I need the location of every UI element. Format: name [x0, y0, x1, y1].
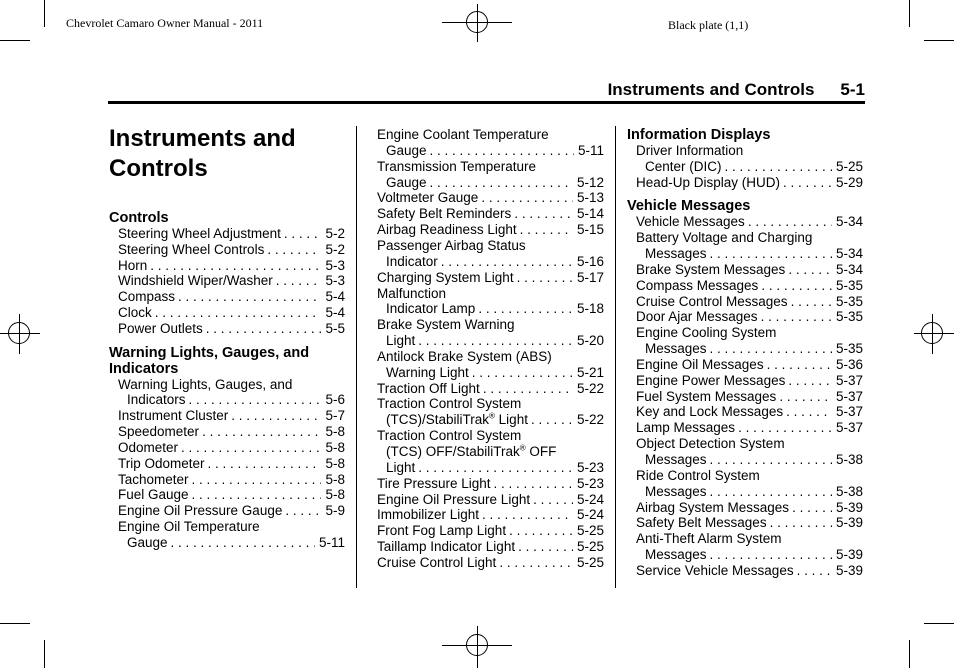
toc-entry-title: Cruise Control Messages: [636, 293, 788, 309]
toc-page-number: 5-24: [576, 507, 604, 523]
toc-page-number: 5-23: [576, 459, 604, 475]
toc-entry: [636, 294, 863, 310]
dot-leader: [186, 392, 322, 408]
toc-entry-title: Gauge: [127, 535, 168, 550]
toc-entry-title: Warning Light: [386, 364, 469, 380]
toc-entry-title: Indicators: [127, 392, 186, 408]
toc-entry-title: Airbag System Messages: [636, 499, 790, 515]
toc-page-number: 5-9: [325, 503, 345, 519]
toc-page-number: 5-15: [576, 222, 604, 238]
toc-page-number: 5-29: [835, 174, 863, 190]
toc-entry: [118, 273, 345, 289]
toc-entry: [118, 503, 345, 519]
dot-leader: [758, 278, 832, 294]
toc-entry: [118, 289, 345, 305]
toc-entry-title: Malfunction: [377, 285, 447, 301]
running-header-left: Chevrolet Camaro Owner Manual - 2011: [66, 16, 264, 30]
toc-entry-title: Brake System Warning: [377, 317, 515, 333]
toc-entry-title: Light: [386, 459, 416, 475]
toc-entry: [118, 226, 345, 242]
toc-page-number: 5-39: [835, 515, 863, 531]
toc-entry: [645, 484, 863, 500]
dot-leader: [175, 289, 321, 305]
toc-entry-title: Traction Control System: [377, 428, 522, 444]
toc-page-number: 5-4: [325, 305, 345, 321]
toc-page-number: 5-39: [835, 547, 863, 563]
toc-entry: [377, 523, 604, 539]
toc-entry: [377, 539, 604, 555]
toc-page-number: 5-36: [835, 356, 863, 372]
toc-page-number: 5-35: [835, 293, 863, 309]
toc-entry: [636, 309, 863, 325]
dot-leader: [147, 258, 321, 274]
dot-leader: [427, 175, 573, 191]
toc-entry: [386, 175, 604, 191]
toc-entry-title: [386, 412, 528, 428]
toc-entry-title: Fuel System Messages: [636, 388, 777, 404]
toc-entry-title: Engine Cooling System: [636, 325, 777, 341]
toc-entry-title: Power Outlets: [118, 320, 203, 336]
toc-entry: [636, 420, 863, 436]
crop-mark: [44, 0, 45, 27]
chapter-title: Instruments and Controls: [109, 125, 296, 182]
toc-entry-line: [636, 531, 863, 547]
toc-entry-line: [636, 143, 863, 159]
toc-entry-line: [118, 377, 345, 393]
toc-entry: [377, 492, 604, 508]
toc-entry-title: Front Fog Lamp Light: [377, 523, 507, 539]
dot-leader: [152, 305, 322, 321]
toc-entry-title: Clock: [118, 305, 152, 321]
toc-entry: [636, 214, 863, 230]
toc-page-number: 5-38: [835, 452, 863, 467]
toc-entry-title: (TCS) OFF/StabiliTrak: [386, 444, 520, 459]
toc-entry: [645, 341, 863, 357]
dot-leader: [496, 555, 573, 571]
toc-entry-title: Ride Control System: [636, 467, 760, 483]
toc-entry: [118, 472, 345, 488]
registration-mark-line: [0, 333, 40, 334]
dot-leader: [205, 456, 322, 472]
dot-leader: [789, 500, 832, 516]
crop-mark: [924, 623, 954, 624]
dot-leader: [764, 357, 832, 373]
dot-leader: [511, 206, 573, 222]
toc-page-number: 5-3: [325, 257, 345, 273]
toc-entry-title: Voltmeter Gauge: [377, 190, 479, 206]
toc-page-number: 5-2: [325, 225, 345, 241]
toc-entry: [118, 305, 345, 321]
toc-entry: [377, 222, 604, 238]
registration-mark-line: [477, 4, 478, 42]
toc-entry-title: Trip Odometer: [118, 455, 205, 471]
toc-page-number: 5-4: [325, 289, 345, 305]
toc-entry: [386, 143, 604, 159]
toc-entry-title: Door Ajar Messages: [636, 309, 758, 325]
toc-page-number: 5-2: [325, 241, 345, 257]
toc-entry-title: Gauge: [386, 142, 427, 158]
toc-entry: [118, 424, 345, 440]
dot-leader: [273, 273, 322, 289]
dot-leader: [530, 492, 573, 508]
toc-page-number: 5-37: [835, 404, 863, 420]
toc-page-number: 5-37: [835, 420, 863, 436]
toc-page-number: 5-14: [576, 206, 604, 222]
dot-leader: [735, 420, 832, 436]
toc-section-heading: Information Displays: [627, 127, 771, 143]
toc-entry-title: Lamp Messages: [636, 420, 736, 436]
toc-page-number: 5-39: [835, 562, 863, 578]
toc-page-number: 5-8: [325, 424, 345, 440]
dot-leader: [707, 547, 832, 563]
dot-leader: [776, 389, 832, 405]
dot-leader: [168, 535, 315, 551]
dot-leader: [480, 381, 573, 397]
dot-leader: [780, 175, 832, 191]
toc-entry-title: Object Detection System: [636, 436, 785, 452]
column-divider: [615, 126, 616, 588]
toc-entry: [118, 258, 345, 274]
dot-leader: [491, 476, 573, 492]
toc-page-number: 5-16: [576, 253, 604, 269]
toc-entry: [636, 262, 863, 278]
toc-page-number: 5-22: [576, 412, 604, 428]
toc-page-number: 5-23: [576, 475, 604, 491]
toc-entry: [645, 547, 863, 563]
toc-entry-title: Horn: [118, 257, 148, 273]
dot-leader: [794, 563, 832, 579]
running-header-right: Black plate (1,1): [668, 18, 749, 32]
toc-entry-title: Engine Oil Pressure Gauge: [118, 503, 283, 519]
toc-page-number: 5-8: [325, 455, 345, 471]
toc-entry-title: Fuel Gauge: [118, 487, 189, 503]
toc-entry-title: Traction Control System: [377, 396, 522, 412]
dot-leader: [783, 404, 832, 420]
toc-entry: [377, 190, 604, 206]
toc-entry: [377, 555, 604, 571]
registration-mark-line: [477, 626, 478, 668]
toc-entry-title: Windshield Wiper/Washer: [118, 273, 273, 289]
toc-entry: [645, 159, 863, 175]
toc-page-number: 5-34: [835, 245, 863, 261]
toc-entry-title: Messages: [645, 245, 707, 261]
toc-page-number: 5-8: [325, 487, 345, 503]
toc-entry-line: [386, 444, 604, 460]
toc-page-number: 5-8: [325, 439, 345, 455]
toc-entry: [636, 389, 863, 405]
toc-entry: [377, 507, 604, 523]
dot-leader: [528, 412, 573, 428]
dot-leader: [707, 341, 832, 357]
dot-leader: [515, 539, 573, 555]
toc-entry: [636, 563, 863, 579]
crop-mark: [0, 623, 30, 624]
toc-entry-title: Odometer: [118, 439, 179, 455]
dot-leader: [506, 523, 573, 539]
dot-leader: [281, 226, 322, 242]
dot-leader: [469, 365, 573, 381]
toc-entry: [636, 515, 863, 531]
toc-entry: [645, 452, 863, 468]
toc-entry-line: [377, 317, 604, 333]
dot-leader: [189, 487, 322, 503]
toc-entry: [118, 408, 345, 424]
toc-entry-title: Warning Lights, Gauges, and: [118, 376, 293, 392]
toc-page-number: 5-25: [576, 523, 604, 539]
crop-mark: [924, 40, 954, 41]
toc-page-number: 5-8: [325, 471, 345, 487]
toc-entry-title: Instrument Cluster: [118, 408, 229, 424]
dot-leader: [189, 472, 322, 488]
toc-entry-title: Head-Up Display (HUD): [636, 174, 781, 190]
toc-entry-title: Key and Lock Messages: [636, 404, 784, 420]
toc-entry-title: Speedometer: [118, 424, 200, 440]
toc-entry-title: Safety Belt Messages: [636, 515, 767, 531]
toc-entry-title: Center (DIC): [645, 158, 722, 174]
toc-page-number: 5-6: [325, 392, 345, 408]
section-header: [108, 80, 865, 102]
toc-page-number: 5-3: [325, 273, 345, 289]
toc-entry: [386, 333, 604, 349]
toc-entry: [118, 242, 345, 258]
toc-entry: [118, 440, 345, 456]
dot-leader: [203, 321, 322, 337]
dot-leader: [517, 222, 573, 238]
toc-page-number: 5-21: [576, 364, 604, 380]
toc-entry-title: Messages: [645, 483, 707, 499]
dot-leader: [427, 143, 574, 159]
dot-leader: [199, 424, 321, 440]
toc-entry-title: Compass: [118, 289, 176, 305]
toc-entry-title: Tire Pressure Light: [377, 475, 491, 491]
dot-leader: [758, 309, 832, 325]
crop-mark: [909, 0, 910, 27]
toc-entry-title: Indicator Lamp: [386, 301, 476, 317]
toc-page-number: 5-35: [835, 277, 863, 293]
toc-page-number: 5-39: [835, 499, 863, 515]
section-header-page: 5-1: [840, 80, 865, 99]
toc-entry-title: Taillamp Indicator Light: [377, 539, 516, 555]
toc-entry-line: [377, 127, 604, 143]
toc-entry-title: Messages: [645, 547, 707, 563]
toc-page-number: 5-20: [576, 333, 604, 349]
toc-entry-line: [377, 159, 604, 175]
toc-entry-title: Safety Belt Reminders: [377, 206, 512, 222]
toc-entry-title: Vehicle Messages: [636, 214, 745, 230]
dot-leader: [707, 452, 832, 468]
toc-page-number: 5-38: [835, 483, 863, 499]
toc-entry: [636, 175, 863, 191]
registration-mark-line: [914, 333, 954, 334]
dot-leader: [475, 301, 573, 317]
toc-entry: [377, 206, 604, 222]
toc-entry-title: Engine Oil Temperature: [118, 519, 260, 535]
toc-page-number: 5-24: [576, 491, 604, 507]
toc-page-number: 5-11: [577, 142, 604, 158]
toc-entry-title: Antilock Brake System (ABS): [377, 348, 552, 364]
dot-leader: [415, 333, 573, 349]
toc-page-number: 5-37: [835, 388, 863, 404]
toc-page-number: 5-35: [835, 341, 863, 357]
toc-page-number: 5-12: [576, 174, 604, 190]
crop-mark: [44, 640, 45, 668]
dot-leader: [438, 254, 573, 270]
toc-entry: [386, 301, 604, 317]
toc-entry: [386, 412, 604, 428]
toc-entry: [127, 392, 345, 408]
header-rule: [108, 101, 865, 104]
toc-page-number: 5-34: [835, 261, 863, 277]
toc-page-number: 5-13: [576, 190, 604, 206]
toc-entry: [377, 476, 604, 492]
dot-leader: [282, 503, 321, 519]
toc-section-heading: Vehicle Messages: [627, 198, 751, 215]
toc-entry-title: Engine Oil Messages: [636, 356, 764, 372]
toc-page-number: 5-25: [576, 539, 604, 555]
toc-entry-line: [636, 436, 863, 452]
dot-leader: [478, 190, 573, 206]
toc-entry-title: Airbag Readiness Light: [377, 222, 517, 238]
toc-entry: [636, 278, 863, 294]
toc-page-number: 5-35: [835, 309, 863, 325]
toc-entry-title: Steering Wheel Controls: [118, 241, 265, 257]
toc-entry: [636, 404, 863, 420]
registered-mark: ®: [519, 443, 526, 453]
toc-entry-title: Messages: [645, 452, 707, 467]
dot-leader: [264, 242, 321, 258]
toc-entry-title: (TCS)/StabiliTrak: [386, 412, 490, 428]
toc-entry: [386, 460, 604, 476]
dot-leader: [479, 507, 573, 523]
toc-entry-title: Service Vehicle Messages: [636, 562, 794, 578]
toc-entry-title: Transmission Temperature: [377, 158, 537, 174]
registered-mark: ®: [489, 411, 495, 421]
toc-entry-title: Indicator: [386, 253, 438, 269]
dot-leader: [788, 294, 832, 310]
toc-section-heading: Indicators: [109, 360, 179, 377]
toc-page-number: 5-25: [576, 554, 604, 570]
toc-entry-title: Engine Coolant Temperature: [377, 127, 549, 142]
toc-entry-title: Tachometer: [118, 471, 189, 487]
section-header-title: Instruments and Controls: [607, 80, 815, 99]
toc-entry: [636, 357, 863, 373]
dot-leader: [722, 159, 832, 175]
dot-leader: [707, 246, 832, 262]
dot-leader: [228, 408, 321, 424]
toc-entry-line: [377, 238, 604, 254]
toc-page-number: 5-25: [835, 158, 863, 174]
dot-leader: [767, 515, 832, 531]
toc-entry-line: [377, 286, 604, 302]
toc-entry-title-tail: OFF: [525, 444, 557, 459]
toc-page-number: 5-17: [576, 269, 604, 285]
toc-entry-title: Driver Information: [636, 142, 744, 158]
toc-entry-line: [118, 519, 345, 535]
toc-entry-title: Passenger Airbag Status: [377, 237, 526, 253]
column-divider: [356, 126, 357, 588]
toc-entry: [118, 487, 345, 503]
toc-entry-title: Gauge: [386, 174, 427, 190]
toc-section-heading: Controls: [109, 210, 169, 226]
dot-leader: [785, 373, 832, 389]
toc-page-number: 5-5: [325, 320, 345, 336]
toc-entry-title: Light: [386, 333, 416, 349]
toc-page-number: 5-34: [835, 214, 863, 230]
toc-page-number: 5-11: [318, 535, 345, 550]
dot-leader: [514, 270, 573, 286]
toc-section-heading: Warning Lights, Gauges, and: [109, 344, 310, 361]
toc-entry: [386, 365, 604, 381]
toc-entry-title: Immobilizer Light: [377, 507, 480, 523]
toc-entry: [127, 535, 345, 551]
toc-entry-line: [377, 428, 604, 444]
toc-entry: [645, 246, 863, 262]
toc-entry-title: Messages: [645, 341, 707, 357]
toc-entry-line: [636, 468, 863, 484]
toc-entry: [118, 321, 345, 337]
dot-leader: [707, 484, 832, 500]
toc-page-number: 5-18: [576, 301, 604, 317]
toc-entry: [636, 500, 863, 516]
toc-entry-title-tail: Light: [494, 412, 528, 428]
toc-entry-line: [377, 349, 604, 365]
dot-leader: [178, 440, 321, 456]
toc-entry-title: Battery Voltage and Charging: [636, 230, 813, 246]
dot-leader: [415, 460, 573, 476]
dot-leader: [745, 214, 832, 230]
toc-page-number: 5-22: [576, 380, 604, 396]
toc-entry: [636, 373, 863, 389]
toc-entry-title: Engine Oil Pressure Light: [377, 491, 531, 507]
toc-entry-line: [636, 230, 863, 246]
toc-page-number: 5-37: [835, 372, 863, 388]
toc-entry: [118, 456, 345, 472]
dot-leader: [785, 262, 832, 278]
toc-entry: [377, 270, 604, 286]
toc-entry-title: Engine Power Messages: [636, 372, 786, 388]
toc-entry: [386, 254, 604, 270]
crop-mark: [909, 640, 910, 668]
toc-entry-title: Charging System Light: [377, 269, 514, 285]
toc-entry-title: Compass Messages: [636, 277, 759, 293]
toc-entry-title: Anti-Theft Alarm System: [636, 531, 782, 547]
registration-mark-line: [932, 314, 933, 354]
crop-mark: [0, 40, 30, 41]
toc-entry-title: Traction Off Light: [377, 380, 480, 396]
toc-entry-line: [636, 325, 863, 341]
registration-mark-line: [19, 314, 20, 354]
toc-entry: [377, 381, 604, 397]
toc-entry-title: Steering Wheel Adjustment: [118, 225, 281, 241]
toc-page-number: 5-7: [325, 408, 345, 424]
toc-entry-title: Brake System Messages: [636, 261, 786, 277]
toc-entry-title: Cruise Control Light: [377, 554, 497, 570]
toc-entry-line: [377, 396, 604, 412]
